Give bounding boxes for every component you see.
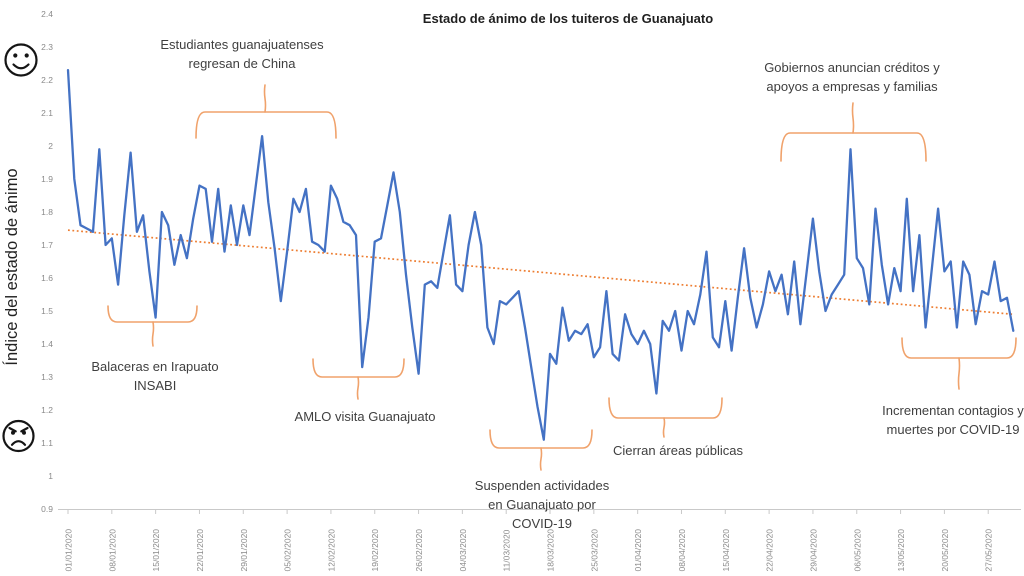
annotation-brace-pointer	[852, 103, 853, 133]
y-axis-tick-label: 1.6	[41, 273, 53, 283]
mood-line-series	[68, 70, 1013, 440]
x-axis-tick-label: 20/05/2020	[939, 528, 950, 572]
x-axis-tick-label: 15/04/2020	[720, 528, 731, 572]
annotation-braces	[108, 85, 1016, 470]
x-axis-tick-label: 06/05/2020	[852, 528, 863, 572]
x-axis-tick-label: 11/03/2020	[501, 529, 512, 572]
annotation-brace	[781, 133, 926, 161]
y-axis-tick-label: 2.4	[41, 9, 53, 19]
x-axis-tick-label: 15/01/2020	[151, 528, 162, 572]
y-axis-tick-labels	[41, 9, 53, 514]
annotation-brace-pointer	[663, 418, 664, 437]
y-axis-tick-label: 2.3	[41, 42, 53, 52]
x-axis-tick-label: 08/01/2020	[107, 528, 118, 572]
x-axis-tick-label: 27/05/2020	[983, 528, 994, 572]
x-axis-tick-label: 25/03/2020	[589, 528, 600, 572]
x-axis-tick-label: 04/03/2020	[457, 528, 468, 572]
annotation-brace-pointer	[152, 322, 153, 346]
y-axis-tick-label: 2.2	[41, 75, 53, 85]
y-axis-tick-label: 1.7	[41, 240, 53, 250]
y-axis-tick-label: 1.2	[41, 405, 53, 415]
y-axis-tick-label: 1.3	[41, 372, 53, 382]
x-axis-tick-label: 18/03/2020	[545, 528, 556, 572]
annotation-brace-pointer	[958, 358, 959, 389]
annotation-text: Gobiernos anuncian créditos y	[764, 60, 940, 75]
annotation-text: Cierran áreas públicas	[612, 443, 744, 458]
annotation-text: Suspenden actividades	[474, 478, 610, 493]
x-axis-tick-label: 13/05/2020	[896, 528, 907, 572]
annotation-brace-pointer	[540, 448, 541, 470]
x-axis-tick-label: 29/01/2020	[238, 528, 249, 572]
x-axis-tick-label: 01/01/2020	[63, 528, 74, 572]
annotation-text: regresan de China	[188, 56, 296, 71]
angry-face-icon	[4, 421, 34, 451]
annotation-text: AMLO visita Guanajuato	[294, 409, 436, 424]
x-axis-tick-label: 22/04/2020	[764, 528, 775, 572]
y-axis-tick-label: 1	[48, 471, 53, 481]
annotation-brace-pointer	[264, 85, 265, 112]
y-axis-tick-label: 2	[48, 141, 53, 151]
x-axis-tick-label: 01/04/2020	[633, 528, 644, 572]
x-axis-tick-label: 12/02/2020	[326, 528, 337, 572]
x-axis-tick-label: 19/02/2020	[370, 528, 381, 572]
annotation-brace	[196, 112, 336, 138]
annotation-text: en Guanajuato por	[488, 497, 596, 512]
y-axis-tick-label: 0.9	[41, 504, 53, 514]
y-axis-tick-label: 1.1	[41, 438, 53, 448]
happy-face-icon	[6, 45, 37, 76]
annotation-brace	[490, 430, 592, 448]
annotation-text: INSABI	[133, 378, 177, 393]
y-axis-title: Índice del estado de ánimo	[3, 168, 21, 366]
annotation-brace	[609, 398, 722, 418]
y-axis-tick-label: 1.5	[41, 306, 53, 316]
annotation-brace-pointer	[357, 377, 358, 399]
x-axis-tick-label: 05/02/2020	[282, 528, 293, 572]
annotation-text: COVID-19	[512, 516, 572, 531]
mood-index-line	[68, 70, 1013, 440]
annotation-text: Incrementan contagios y	[882, 403, 1024, 418]
annotation-text: apoyos a empresas y familias	[766, 79, 938, 94]
x-axis-tick-label: 26/02/2020	[414, 528, 425, 572]
y-axis-tick-label: 1.8	[41, 207, 53, 217]
annotation-brace	[313, 359, 404, 377]
y-axis-tick-label: 2.1	[41, 108, 53, 118]
annotation-brace	[108, 306, 197, 322]
x-axis-tick-label: 22/01/2020	[194, 528, 205, 572]
annotation-brace	[902, 338, 1016, 358]
x-axis-tick-label: 29/04/2020	[808, 528, 819, 572]
y-axis-tick-label: 1.4	[41, 339, 53, 349]
annotation-text: Balaceras en Irapuato	[91, 359, 219, 374]
annotation-text: Estudiantes guanajuatenses	[160, 37, 324, 52]
chart-title: Estado de ánimo de los tuiteros de Guanajuato	[422, 11, 714, 26]
x-axis-tick-label: 08/04/2020	[676, 528, 687, 572]
y-axis-tick-label: 1.9	[41, 174, 53, 184]
annotation-text: muertes por COVID-19	[886, 422, 1020, 437]
